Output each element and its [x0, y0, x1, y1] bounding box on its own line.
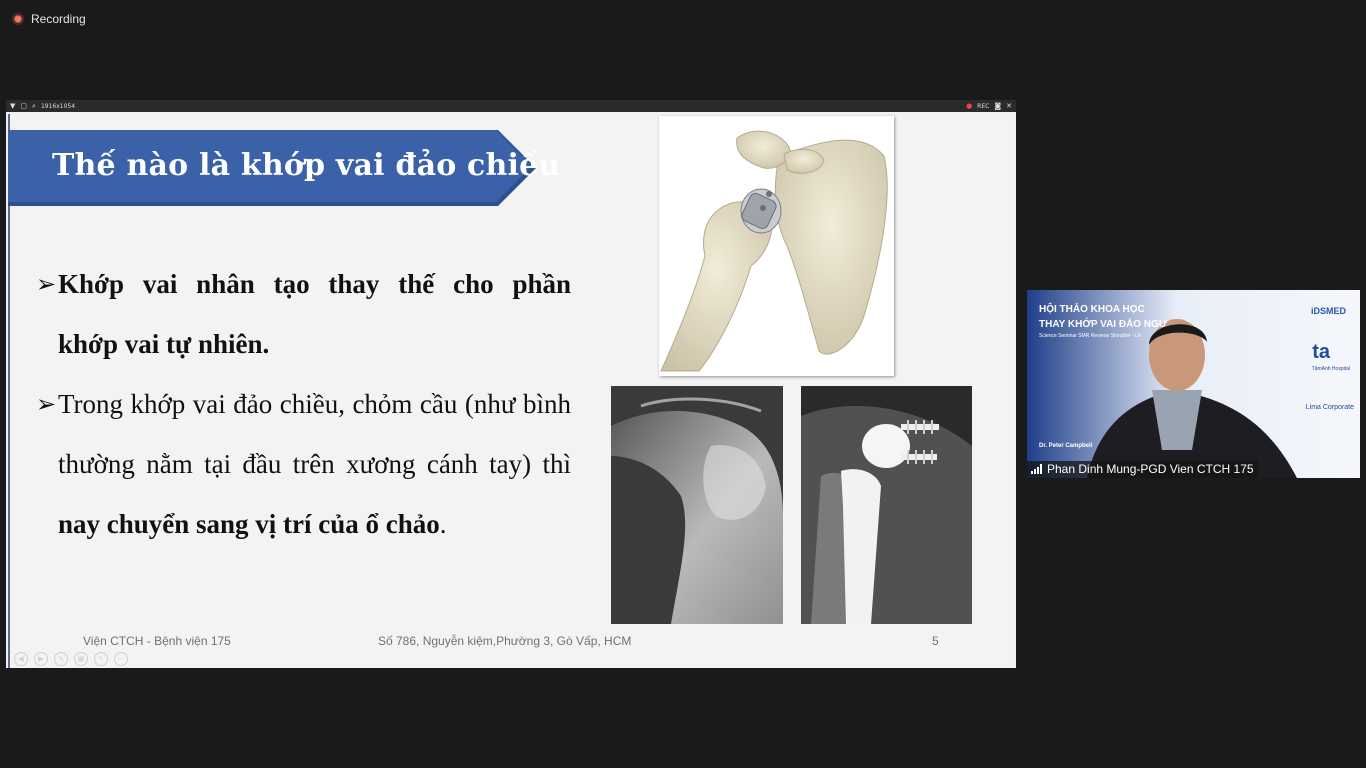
participant-name-tag — [1027, 461, 1258, 478]
sponsor-idsmed: iDSMED — [1310, 306, 1346, 316]
event-banner — [1039, 302, 1167, 341]
arrow-bullet-icon: ➢ — [36, 270, 57, 298]
recording-label: Recording — [31, 12, 86, 26]
share-toolbar — [6, 100, 1016, 112]
sponsor-lima: Lima Corporate — [1305, 404, 1354, 411]
connection-signal-icon — [1031, 464, 1042, 474]
bullet2-end: . — [439, 509, 447, 539]
presentation-slide — [8, 114, 1014, 668]
xray-native-shoulder — [611, 386, 783, 624]
more-options-icon[interactable]: ⋯ — [114, 652, 128, 666]
pen-icon[interactable]: ✎ — [54, 652, 68, 666]
presenter-label: Dr. Peter Campbell — [1039, 443, 1093, 449]
window-icon[interactable]: ▢ — [20, 101, 28, 110]
recording-icon — [12, 13, 24, 25]
slide-number: 5 — [932, 634, 939, 648]
footer-institution: Viện CTCH - Bệnh viện 175 — [83, 634, 231, 648]
zoom-icon[interactable]: ⌕ — [32, 101, 36, 110]
participant-video[interactable] — [1027, 290, 1360, 478]
bullet-list — [36, 254, 571, 554]
camera-icon[interactable]: ◙ — [994, 101, 1002, 110]
sponsor-tamanh-sub: TâmAnh Hospital — [1311, 366, 1350, 372]
banner-heading-1: HỘI THẢO KHOA HỌC — [1039, 304, 1145, 315]
bullet2-text: Trong khớp vai đảo chiều, chỏm cầu (như bình thường nằm tại đầu trên xương cánh tay) thì — [58, 389, 571, 479]
next-slide-icon[interactable]: ▶ — [34, 652, 48, 666]
shared-screen[interactable] — [6, 100, 1016, 668]
resolution-label: 1916x1054 — [40, 102, 76, 110]
bullet1-line2: khớp vai tự nhiên. — [58, 329, 270, 359]
rec-dot-icon: ● — [966, 102, 973, 110]
xray-reverse-prosthesis — [801, 386, 972, 624]
shoulder-prosthesis-image — [659, 116, 894, 376]
bullet1-line1: Khớp vai nhân tạo thay thế cho phần — [58, 269, 571, 299]
zoom-icon[interactable]: ⌕ — [94, 652, 108, 666]
bullet-item — [36, 374, 571, 554]
bullet2-bold: nay chuyển sang vị trí của ổ chảo — [58, 509, 440, 539]
rec-label: REC — [977, 102, 990, 110]
participant-name: Phan Dinh Mung-PGD Vien CTCH 175 — [1047, 462, 1254, 476]
previous-slide-icon[interactable]: ◀ — [14, 652, 28, 666]
arrow-bullet-icon: ➢ — [36, 390, 57, 418]
recording-indicator — [12, 12, 86, 26]
slideshow-controls — [14, 652, 128, 666]
slide-title: Thế nào là khớp vai đảo chiều — [52, 148, 561, 183]
slides-grid-icon[interactable]: ▦ — [74, 652, 88, 666]
banner-heading-2: THAY KHỚP VAI ĐẢO NGƯ — [1039, 319, 1168, 330]
dropdown-arrow-icon[interactable]: ▼ — [10, 101, 16, 110]
title-banner — [8, 130, 561, 206]
close-icon[interactable]: ✕ — [1006, 101, 1012, 110]
bullet-item — [36, 254, 571, 374]
sponsor-tamanh-logo: ta — [1312, 341, 1330, 363]
banner-subtitle: Science Seminar SMR Reverse Shoulder - Liv — [1039, 333, 1142, 339]
footer-address: Số 786, Nguyễn kiệm,Phường 3, Gò Vấp, HCM — [378, 634, 632, 648]
